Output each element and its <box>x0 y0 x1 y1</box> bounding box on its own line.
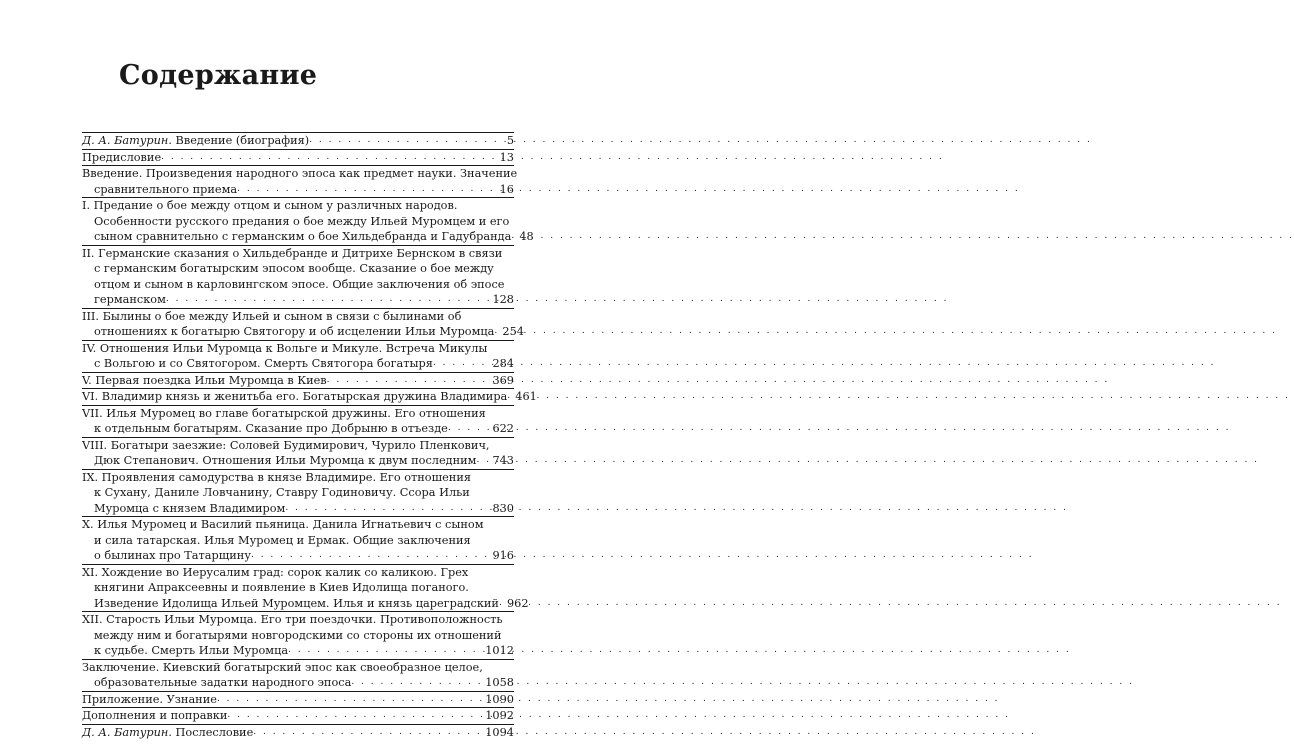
toc-entry-text: княгини Апраксеевны и появление в Киев Идолища поганого. <box>94 581 469 594</box>
toc-page-number: 254 <box>502 325 524 338</box>
dot-leader <box>285 501 490 517</box>
toc-page-number: 743 <box>492 454 514 467</box>
toc-entry-text: Д. А. Батурин. Послесловие <box>82 725 254 739</box>
toc-entry-line <box>82 675 514 691</box>
toc-page-number: 916 <box>492 549 514 562</box>
toc-entry-text: XII. Старость Ильи Муромца. Его три поездочки. Противоположность <box>82 613 503 626</box>
toc-entry-text: Предисловие <box>82 150 162 164</box>
toc-entry-author: Д. А. Батурин. <box>82 134 172 147</box>
toc-page-number: 1094 <box>485 725 514 739</box>
toc-entry-line <box>82 565 514 581</box>
toc-entry-line <box>82 580 514 596</box>
toc-entry-text: о былинах про Татарщину <box>94 549 251 562</box>
toc-entry-line <box>82 341 514 357</box>
toc-entry-line <box>82 214 514 230</box>
toc-entry-text: между ним и богатырями новгородскими со стороны их отношений <box>94 628 502 642</box>
toc-entry-line <box>82 692 514 708</box>
toc-entry-text: V. Первая поездка Ильи Муромца в Киев <box>82 373 327 387</box>
toc-entry-text: отцом и сыном в карловингском эпосе. Общие заключения об эпосе <box>94 277 505 291</box>
dot-leader <box>327 373 491 389</box>
toc-entry-text: VIII. Богатыри заезжие: Соловей Будимирович, Чурило Пленкович, <box>82 438 490 452</box>
toc-entry-line <box>82 708 514 724</box>
toc-entry-line <box>82 166 518 182</box>
toc-page-number: 1012 <box>485 644 514 657</box>
toc-entry-line <box>82 643 514 659</box>
toc-entry-text: отношениях к богатырю Святогору и об исцелении Ильи Муромца <box>94 325 495 338</box>
toc-entry-line <box>82 373 514 389</box>
toc-entry-line <box>82 277 514 293</box>
toc-page-number: 622 <box>492 422 514 435</box>
dot-leader <box>309 133 505 149</box>
dot-leader <box>166 292 491 308</box>
dot-leader <box>217 692 483 708</box>
toc-entry-text: образовательные задатки народного эпоса <box>94 676 352 689</box>
toc-entry-text: к Сухану, Даниле Ловчанину, Ставру Годиновичу. Ссора Ильи <box>94 486 470 499</box>
toc-page <box>0 0 600 750</box>
toc-entry-text: VI. Владимир князь и женитьба его. Богатырская дружина Владимира <box>82 390 508 403</box>
toc-entry[interactable] <box>82 405 514 437</box>
toc-entry-text: Введение. Произведения народного эпоса как предмет науки. Значение <box>82 167 518 180</box>
toc-entry-line <box>82 517 514 533</box>
toc-entry-text: к судьбе. Смерть Ильи Муромца <box>94 644 289 657</box>
toc-entry[interactable] <box>82 372 514 389</box>
toc-entry-text: Дополнения и поправки <box>82 709 228 722</box>
toc-entry-line <box>82 150 514 166</box>
toc-entry-line <box>82 612 514 628</box>
toc-entry[interactable] <box>82 516 514 564</box>
toc-entry[interactable] <box>82 469 514 517</box>
toc-entry-line <box>82 261 514 277</box>
toc-entry-text: III. Былины о бое между Ильей и сыном в связи с былинами об <box>82 309 462 323</box>
toc-entry[interactable] <box>82 659 514 691</box>
toc-entry-text: германском <box>94 293 166 306</box>
toc-entry[interactable] <box>82 165 518 197</box>
toc-entry-line <box>82 133 514 149</box>
toc-page-number: 284 <box>492 357 514 370</box>
toc-entry[interactable] <box>82 340 514 372</box>
dot-leader <box>476 453 490 469</box>
toc-entry-line <box>82 389 537 405</box>
toc-entry-text: Муромца с князем Владимиром <box>94 501 286 515</box>
toc-page-number: 128 <box>492 293 514 306</box>
toc-page-number: 1092 <box>485 709 514 722</box>
dot-leader <box>161 150 497 166</box>
toc-entry[interactable] <box>82 707 514 724</box>
toc-entry-line <box>82 725 514 741</box>
toc-entry-line <box>82 246 514 262</box>
toc-entry-line <box>82 421 514 437</box>
dot-leader <box>227 708 483 724</box>
toc-entry-line <box>82 406 514 422</box>
toc-entry-text: Заключение. Киевский богатырский эпос как своеобразное целое, <box>82 660 483 674</box>
dot-leader <box>251 548 490 564</box>
toc-entry-line <box>82 229 534 245</box>
toc-entry-text: I. Предание о бое между отцом и сыном у различных народов. <box>82 199 458 212</box>
toc-entry-line <box>82 548 514 564</box>
toc-page-number: 461 <box>515 390 537 403</box>
toc-page-number: 13 <box>499 150 514 164</box>
toc-entry-text: и сила татарская. Илья Муромец и Ермак. Общие заключения <box>94 533 471 547</box>
dot-leader <box>288 643 483 659</box>
toc-entry-text: IX. Проявления самодурства в князе Владимире. Его отношения <box>82 470 471 484</box>
toc-entry-line <box>82 309 514 325</box>
toc-entry-text: II. Германские сказания о Хильдебранде и Дитрихе Бернском в связи <box>82 246 503 260</box>
toc-entry[interactable] <box>82 724 514 741</box>
toc-entry-text: Приложение. Узнание <box>82 692 217 706</box>
toc-page-number: 5 <box>506 134 514 147</box>
toc-entry-author: Д. А. Батурин. <box>82 725 172 739</box>
toc-entry-line <box>82 324 524 340</box>
toc-entry-text: Изведение Идолища Ильей Муромцем. Илья и князь цареградский <box>94 596 499 610</box>
toc-entry-text: Особенности русского предания о бое между Ильей Муромцем и его <box>94 214 510 228</box>
toc-entry[interactable] <box>82 611 514 659</box>
toc-entry-line <box>82 438 514 454</box>
dot-leader <box>237 182 498 198</box>
toc-entry-line <box>82 198 514 214</box>
toc-page-number: 1090 <box>485 692 514 706</box>
toc-page-number: 1058 <box>485 676 514 689</box>
table-of-contents <box>82 132 537 740</box>
toc-entry[interactable] <box>82 197 534 245</box>
toc-entry[interactable] <box>82 149 514 166</box>
toc-entry[interactable] <box>82 437 514 469</box>
toc-page-number: 962 <box>506 596 529 610</box>
toc-entry-line <box>82 533 514 549</box>
toc-entry[interactable] <box>82 245 514 308</box>
toc-entry[interactable] <box>82 564 529 612</box>
toc-entry[interactable] <box>82 132 514 149</box>
dot-leader <box>351 675 483 691</box>
toc-entry[interactable] <box>82 388 537 405</box>
dot-leader <box>433 356 491 372</box>
toc-entry-text: с германским богатырским эпосом вообще. Сказание о бое между <box>94 262 494 275</box>
toc-entry-line <box>82 596 529 612</box>
toc-entry[interactable] <box>82 308 524 340</box>
toc-entry-line <box>82 660 514 676</box>
toc-entry-text: Д. А. Батурин. Введение (биография) <box>82 134 310 147</box>
toc-entry-text: IV. Отношения Ильи Муромца к Вольге и Микуле. Встреча Микулы <box>82 341 488 355</box>
toc-entry-text: X. Илья Муромец и Василий пьяница. Данила Игнатьевич с сыном <box>82 518 484 531</box>
toc-entry-line <box>82 182 514 198</box>
toc-entry-line <box>82 501 514 517</box>
toc-entry-text: XI. Хождение во Иерусалим град: сорок калик со каликою. Грех <box>82 565 469 579</box>
dot-leader <box>448 421 491 437</box>
toc-entry-line <box>82 470 514 486</box>
toc-page-number: 16 <box>499 182 514 196</box>
toc-entry-line <box>82 292 514 308</box>
toc-entry-line <box>82 356 514 372</box>
toc-entry-text: VII. Илья Муромец во главе богатырской дружины. Его отношения <box>82 406 486 420</box>
dot-leader <box>253 725 483 741</box>
toc-entry-text: с Вольгою и со Святогором. Смерть Святогора богатыря <box>94 357 433 370</box>
toc-entry-line <box>82 485 514 501</box>
toc-entry-text: сравнительного приема <box>94 182 238 196</box>
page-title: Содержание <box>119 60 318 91</box>
toc-page-number: 48 <box>519 230 534 243</box>
toc-entry-line <box>82 453 514 469</box>
toc-entry-text: Дюк Степанович. Отношения Ильи Муромца к двум последним <box>94 454 477 467</box>
toc-entry-line <box>82 628 514 644</box>
toc-entry[interactable] <box>82 691 514 708</box>
toc-entry-text: к отдельным богатырям. Сказание про Добрыню в отъезде <box>94 422 448 435</box>
toc-entry-text: сыном сравнительно с германским о бое Хильдебранда и Гадубранда <box>94 230 512 243</box>
toc-page-number: 369 <box>492 373 514 387</box>
toc-page-number: 830 <box>492 501 514 515</box>
